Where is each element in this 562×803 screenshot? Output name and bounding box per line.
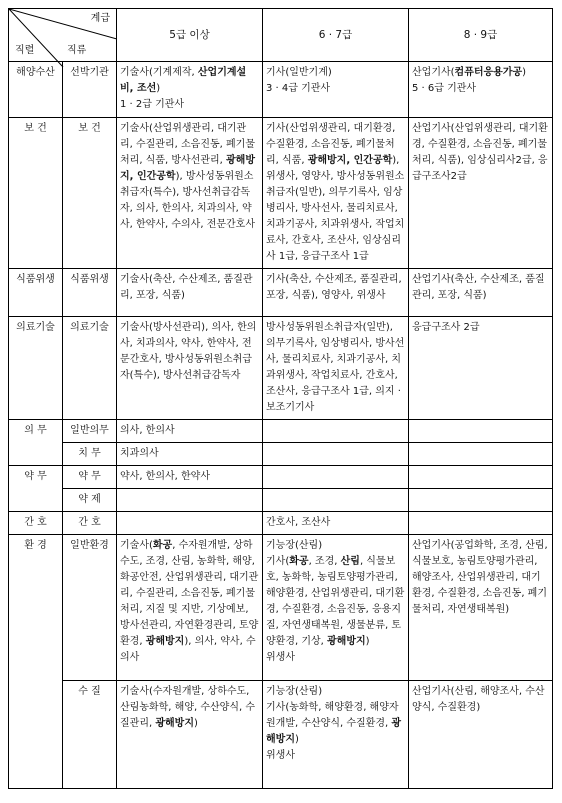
table-row: [9, 681, 553, 789]
job-cell: 환 경: [9, 535, 63, 789]
table-row: [9, 535, 553, 681]
header-job-label: 직렬: [15, 45, 35, 56]
qualification-cell-c6: 기능장(산림) 기사(화공, 조경, 산림, 식물보호, 농화학, 농림토양평가관리, 해양환경, 산업위생관리, 대기환경, 수질환경, 소음진동, 응용지질, 자연생태복원, 생물분류, 토양환경, 기상, 광해방지) 위생사: [263, 535, 409, 681]
type-cell: 간 호: [63, 512, 117, 535]
type-cell: 일반환경: [63, 535, 117, 681]
qualification-cell-c8: [409, 466, 553, 489]
qualification-cell-c5: 기술사(방사선관리), 의사, 한의사, 치과의사, 약사, 한약사, 전문간호사, 방사성동위원소취급자(특수), 방사선취급감독자: [117, 317, 263, 420]
qualification-cell-c6: [263, 420, 409, 443]
qualification-cell-c6: 기사(일반기계) 3 · 4급 기관사: [263, 62, 409, 118]
bold-highlight: 광해방지: [145, 636, 185, 647]
qualification-cell-c6: [263, 466, 409, 489]
header-level-5: 5급 이상: [117, 9, 263, 62]
header-grade-label: 계급: [90, 13, 110, 24]
bold-highlight: 산림: [340, 556, 360, 567]
table-body: [9, 62, 553, 789]
table-row: [9, 512, 553, 535]
type-cell: 일반의무: [63, 420, 117, 443]
job-cell: 의료기술: [9, 317, 63, 420]
type-cell: 보 건: [63, 118, 117, 269]
table-row: [9, 489, 553, 512]
qualification-cell-c6: 기사(축산, 수산제조, 품질관리, 포장, 식품), 영양사, 위생사: [263, 269, 409, 317]
job-cell: 보 건: [9, 118, 63, 269]
qualification-cell-c5: 약사, 한의사, 한약사: [117, 466, 263, 489]
job-cell: 간 호: [9, 512, 63, 535]
qualification-cell-c6: 방사성동위원소취급자(일반), 의무기록사, 임상병리사, 방사선사, 물리치료사, 치과기공사, 치과위생사, 작업치료사, 간호사, 조산사, 응급구조사 1급, 의지 · 보조기기사: [263, 317, 409, 420]
qualification-cell-c6: 기사(산업위생관리, 대기환경, 수질환경, 소음진동, 폐기물처리, 식품, 광해방지, 인간공학), 위생사, 영양사, 방사성동위원소취급자(일반), 의무기록사, 임상병리사, 방사선사, 물리치료사, 치과기공사, 치과위생사, 작업치료사, 간호사, 조산사, 임상심리사 1급, 응급구조사 1급: [263, 118, 409, 269]
qualification-cell-c8: [409, 512, 553, 535]
table-row: [9, 317, 553, 420]
qualification-cell-c5: 기술사(기계제작, 산업기계설비, 조선) 1 · 2급 기관사: [117, 62, 263, 118]
qualification-cell-c8: 산업기사(축산, 수산제조, 품질관리, 포장, 식품): [409, 269, 553, 317]
qualification-cell-c8: [409, 420, 553, 443]
qualification-cell-c8: 산업기사(산림, 해양조사, 수산양식, 수질환경): [409, 681, 553, 789]
bold-highlight: 컴퓨터응용가공: [454, 67, 523, 78]
bold-highlight: 산업기계설비, 조선: [120, 67, 247, 94]
table-row: [9, 62, 553, 118]
qualification-cell-c6: 기능장(산림) 기사(농화학, 해양환경, 해양자원개발, 수산양식, 수질환경, 광해방지) 위생사: [263, 681, 409, 789]
qualification-cell-c6: [263, 489, 409, 512]
header-type-label: 직류: [67, 45, 87, 56]
qualification-cell-c5: 치과의사: [117, 443, 263, 466]
qualification-cell-c5: 기술사(축산, 수산제조, 품질관리, 포장, 식품): [117, 269, 263, 317]
qualification-cell-c8: 응급구조사 2급: [409, 317, 553, 420]
bold-highlight: 화공: [152, 540, 173, 551]
qualification-cell-c5: 기술사(산업위생관리, 대기관리, 수질관리, 소음진동, 폐기물처리, 식품, 방사선관리, 광해방지, 인간공학), 방사성동위원소취급자(특수), 방사선취급감독자, 의사, 한의사, 치과의사, 약사, 한약사, 수의사, 전문간호사: [117, 118, 263, 269]
type-cell: 수 질: [63, 681, 117, 789]
qualification-cell-c8: 산업기사(공업화학, 조경, 산림, 식물보호, 농림토양평가관리, 해양조사, 산업위생관리, 대기환경, 수질환경, 소음진동, 폐기물처리, 자연생태복원): [409, 535, 553, 681]
qualification-cell-c8: 산업기사(산업위생관리, 대기환경, 수질환경, 소음진동, 폐기물처리, 식품), 임상심리사2급, 응급구조사2급: [409, 118, 553, 269]
bold-highlight: 광해방지: [327, 636, 366, 647]
bold-highlight: 광해방지: [266, 718, 402, 745]
job-cell: 의 무: [9, 420, 63, 466]
bold-highlight: 광해방지: [155, 718, 194, 729]
table-row: [9, 118, 553, 269]
bold-highlight: 화공: [289, 556, 309, 567]
header-row: [9, 9, 553, 62]
job-cell: 해양수산: [9, 62, 63, 118]
table-row: [9, 443, 553, 466]
qualification-cell-c5: 기술사(화공, 수자원개발, 상하수도, 조경, 산림, 농화학, 해양, 화공안전, 산업위생관리, 대기관리, 수질관리, 소음진동, 폐기물처리, 지질 및 지반, 기상예보, 방사선관리, 자연환경관리, 토양환경, 광해방지), 의사, 약사, 수의사: [117, 535, 263, 681]
bold-highlight: 광해방지, 인간공학: [120, 155, 255, 182]
job-cell: 약 무: [9, 466, 63, 512]
type-cell: 의료기술: [63, 317, 117, 420]
type-cell: 약 무: [63, 466, 117, 489]
qualification-cell-c5: [117, 489, 263, 512]
type-cell: 식품위생: [63, 269, 117, 317]
type-cell: 선박기관: [63, 62, 117, 118]
qualification-cell-c5: 기술사(수자원개발, 상하수도, 산림농화학, 해양, 수산양식, 수질관리, 광해방지): [117, 681, 263, 789]
bold-highlight: 광해방지, 인간공학: [307, 155, 393, 166]
type-cell: 치 무: [63, 443, 117, 466]
header-level-8-9: 8 · 9급: [409, 9, 553, 62]
qualification-cell-c5: [117, 512, 263, 535]
qualification-cell-c8: 산업기사(컴퓨터응용가공) 5 · 6급 기관사: [409, 62, 553, 118]
qualification-cell-c6: [263, 443, 409, 466]
qualification-cell-c5: 의사, 한의사: [117, 420, 263, 443]
header-level-6-7: 6 · 7급: [263, 9, 409, 62]
table-row: [9, 420, 553, 443]
table-row: [9, 269, 553, 317]
qualification-cell-c8: [409, 489, 553, 512]
table-row: [9, 466, 553, 489]
qualification-table: [8, 8, 553, 789]
job-cell: 식품위생: [9, 269, 63, 317]
header-corner-cell: [9, 9, 117, 62]
type-cell: 약 제: [63, 489, 117, 512]
qualification-cell-c6: 간호사, 조산사: [263, 512, 409, 535]
qualification-cell-c8: [409, 443, 553, 466]
